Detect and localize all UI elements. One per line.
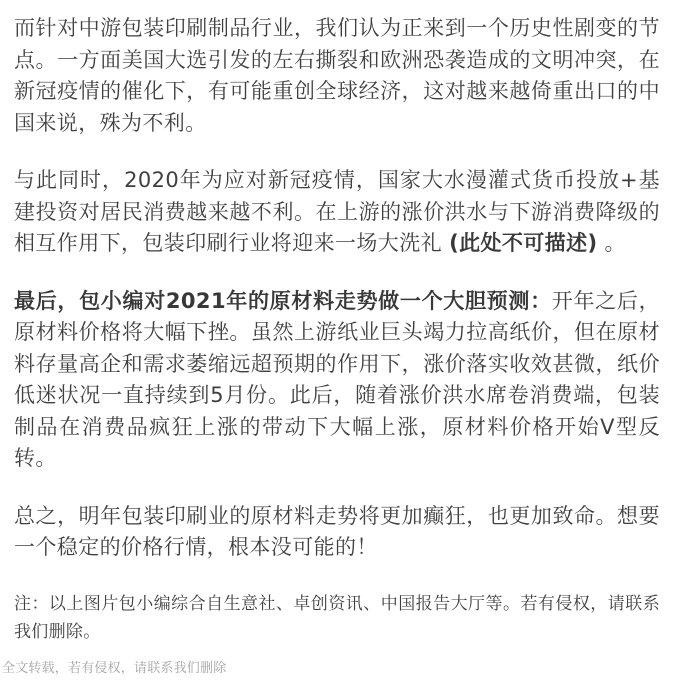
article-paragraph: [14, 286, 660, 475]
article-body: [14, 13, 660, 564]
source-attribution-note: 注：以上图片包小编综合自生意社、卓创资讯、中国报告大厅等。若有侵权，请联系我们删除。: [14, 593, 660, 642]
text-segment: 而针对中游包装印刷制品行业，我们认为正来到一个历史性剧变的节点。一方面美国大选引发的左右撕裂和欧洲恐袭造成的文明冲突，在新冠疫情的催化下，有可能重创全球经济，这对越来越倚重出口的中国来说，殊为不利。: [14, 16, 660, 135]
text-segment: 与此同时，2020年为应对新冠疫情，国家大水漫灌式货币投放+基建投资对居民消费越来越不利。在上游的涨价洪水与下游消费降级的相互作用下，包装印刷行业将迎来一场大洗礼: [14, 168, 660, 255]
repost-disclaimer: 全文转载，若有侵权，请联系我们删除: [2, 660, 227, 676]
bold-text-segment: (此处不可描述): [449, 231, 598, 255]
text-segment: 总之，明年包装印刷业的原材料走势将更加癫狂，也更加致命。想要一个稳定的价格行情，根本没可能的！: [14, 503, 660, 559]
text-segment: 。: [597, 231, 626, 255]
text-segment: 开年之后，原材料价格将大幅下挫。虽然上游纸业巨头竭力拉高纸价，但在原材料存量高企和需求萎缩远超预期的作用下，涨价落实收效甚微，纸价低迷状况一直持续到5月份。此后，随着涨价洪水席卷消费端，包装制品在消费品疯狂上涨的带动下大幅上涨，原材料价格开始V型反转。: [14, 288, 660, 470]
bold-text-segment: 最后，包小编对2021年的原材料走势做一个大胆预测：: [14, 288, 552, 313]
article-paragraph: [14, 165, 660, 260]
article-paragraph: [14, 13, 660, 139]
article-paragraph: [14, 501, 660, 564]
